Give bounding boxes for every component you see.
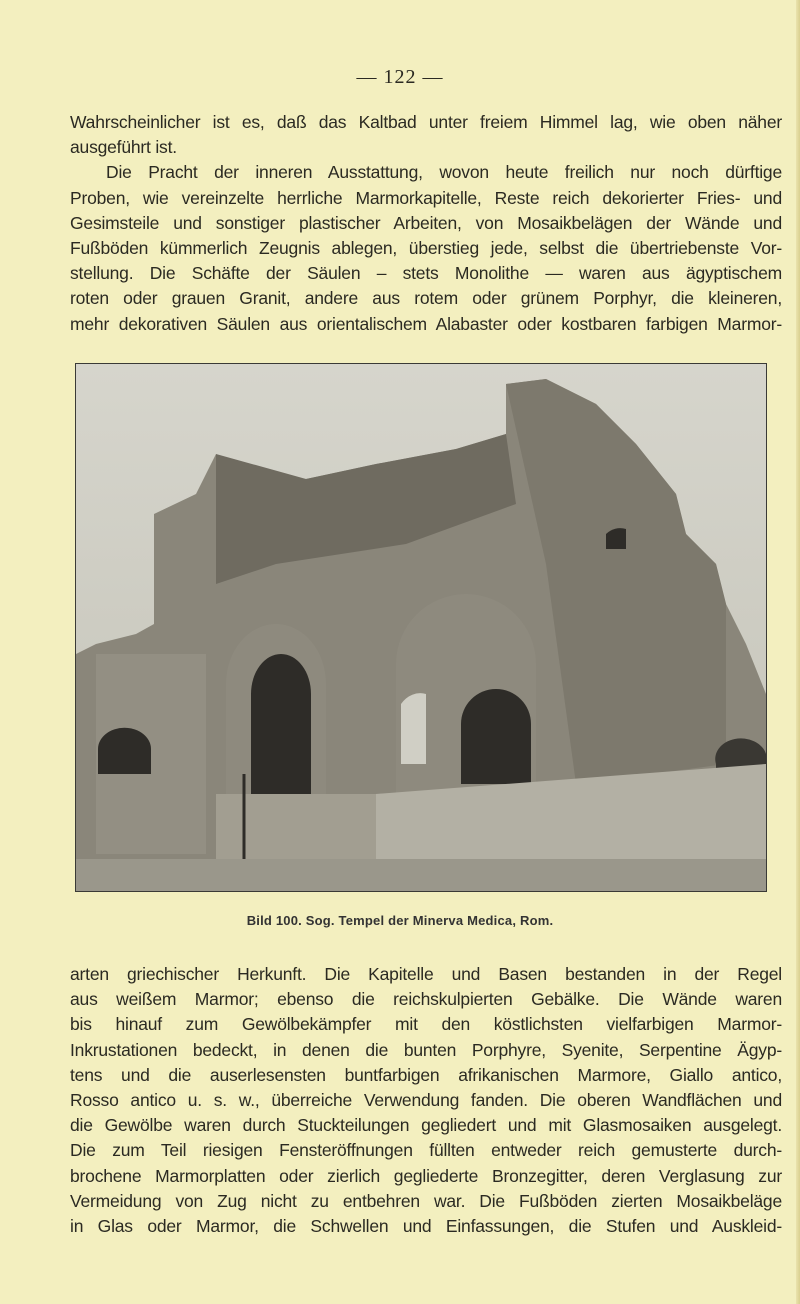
text-line: Inkrustationen bedeckt, in denen die bunten Porphyre, Syenite, Serpentine Ägyp- bbox=[70, 1039, 782, 1060]
text-line: die Gewölbe waren durch Stuckteilungen gegliedert und mit Glasmosaiken ausgelegt. bbox=[70, 1115, 782, 1136]
text-line: tens und die auserlesensten buntfarbigen afrikanischen Marmore, Giallo antico, bbox=[70, 1064, 782, 1085]
text-line: Vermeidung von Zug nicht zu entbehren war. Die Fußböden zierten Mosaikbeläge bbox=[70, 1190, 782, 1211]
text-line: Die zum Teil riesigen Fensteröffnungen füllten entweder reich gemusterte durch- bbox=[70, 1140, 782, 1161]
text-line: aus weißem Marmor; ebenso die reichskulpierten Gebälke. Die Wände waren bbox=[70, 989, 782, 1010]
page-edge bbox=[796, 0, 800, 1304]
text-line: stellung. Die Schäfte der Säulen – stets Monolithe — waren aus ägyptischem bbox=[70, 263, 782, 284]
text-line: ausgeführt ist. bbox=[70, 137, 177, 158]
text-line: in Glas oder Marmor, die Schwellen und Einfassungen, die Stufen und Auskleid- bbox=[70, 1215, 782, 1236]
text-line: brochene Marmorplatten oder zierlich gegliederte Bronzegitter, deren Verglasung zur bbox=[70, 1165, 782, 1186]
text-line: Die Pracht der inneren Ausstattung, wovon heute freilich nur noch dürftige bbox=[106, 162, 782, 183]
paragraph-bottom bbox=[70, 962, 782, 1239]
paragraph-top bbox=[70, 110, 782, 337]
figure-caption: Bild 100. Sog. Tempel der Minerva Medica, Rom. bbox=[246, 913, 554, 928]
text-line: bis hinauf zum Gewölbekämpfer mit den köstlichsten vielfarbigen Marmor- bbox=[70, 1014, 782, 1035]
page-number: — 122 — bbox=[356, 66, 444, 88]
text-line: Wahrscheinlicher ist es, daß das Kaltbad unter freiem Himmel lag, wie oben näher bbox=[70, 112, 782, 132]
text-line: Fußböden kümmerlich Zeugnis ablegen, überstieg jede, selbst die übertriebenste Vor- bbox=[70, 237, 782, 258]
text-line: Proben, wie vereinzelte herrliche Marmorkapitelle, Reste reich dekorierter Fries- und bbox=[70, 187, 782, 208]
text-line: Gesimsteile und sonstiger plastischer Arbeiten, von Mosaikbelägen der Wände und bbox=[70, 212, 782, 233]
text-line: Rosso antico u. s. w., überreiche Verwendung fanden. Die oberen Wandflächen und bbox=[70, 1089, 782, 1110]
text-line: mehr dekorativen Säulen aus orientalischem Alabaster oder kostbaren farbigen Marmor- bbox=[70, 313, 782, 334]
text-line: arten griechischer Herkunft. Die Kapitelle und Basen bestanden in der Regel bbox=[70, 964, 782, 984]
photo-temple-minerva-medica bbox=[75, 363, 767, 892]
text-line: roten oder grauen Granit, andere aus rotem oder grünem Porphyr, die kleineren, bbox=[70, 288, 782, 309]
